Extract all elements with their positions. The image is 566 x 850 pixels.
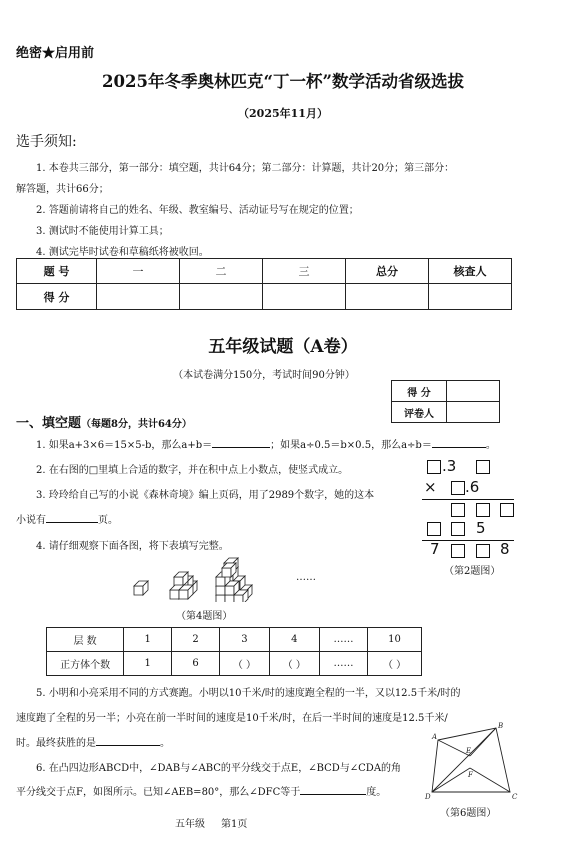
score-cell[interactable] [180,284,263,310]
digit-box[interactable] [476,503,490,517]
score-header: 总分 [345,259,428,284]
footer-grade: 五年级 [175,819,205,830]
question-5-line-1: 5. 小明和小亮采用不同的方式赛跑。小明以10千米/时的速度跑全程的一半，又以12.5千米/时的 [36,688,461,699]
score-header: 二 [180,259,263,284]
secret-label: 绝密★启用前 [16,46,95,61]
table-cell: 层 数 [47,628,124,652]
digit-box[interactable] [451,481,465,495]
table-cell: 10 [368,628,422,652]
table-cell: 6 [172,652,220,676]
answer-cell[interactable]: （ ） [269,652,319,676]
q6-part: 平分线交于点F，如图所示。已知∠AEB=80°，那么∠DFC等于 [16,787,301,798]
times-sign: × [424,478,437,496]
q1-part-b: ；如果a÷0.5＝b×0.5，那么a÷b＝ [270,440,432,451]
figure-2-puzzle [408,456,538,586]
puzzle-digit: 5 [476,519,486,537]
digit-box[interactable] [451,544,465,558]
figure-2-caption: （第2题图） [444,566,501,577]
answer-blank[interactable] [212,437,270,448]
notice-line-3: 3. 测试时不能使用计算工具； [36,226,169,237]
table-cell: …… [319,652,367,676]
question-6-line-1: 6. 在凸四边形ABCD中，∠DAB与∠ABC的平分线交于点E，∠BCD与∠CDA的角 [36,763,402,774]
footer-page: 第1页 [221,819,248,830]
digit-box[interactable] [451,522,465,536]
exam-title: 五年级试题（A卷） [208,337,358,357]
bisector-c [470,768,510,792]
question-2: 2. 在右图的□里填上合适的数字，并在积中点上小数点，使竖式成立。 [36,465,349,476]
q3-part-b: 小说有 [16,515,46,526]
cubes-ellipsis: …… [296,572,316,583]
question-6-line-2 [16,783,386,798]
page-title: 2025年冬季奥林匹克“丁一杯”数学活动省级选拔 [102,72,464,91]
grader-table [391,380,500,423]
q6-end: 度。 [366,787,387,798]
notice-line-1b: 解答题，共计66分； [16,184,109,195]
score-header: 三 [263,259,346,284]
score-cell[interactable] [97,284,180,310]
table-cell: 4 [269,628,319,652]
q5-end: 。 [160,738,170,749]
grader-row-label: 得 分 [392,381,447,402]
question-5-line-2: 速度跑了全程的另一半；小亮在前一半时间的速度是10千米/时，在后一半时间的速度是12.5千米/ [16,713,448,724]
score-header: 题 号 [17,259,97,284]
answer-blank[interactable] [46,512,98,523]
cube-count-table [46,627,422,676]
q5-part: 时。最终获胜的是 [16,738,96,749]
answer-blank[interactable] [96,735,160,746]
notice-line-4: 4. 测试完毕时试卷和草稿纸将被收回。 [36,247,209,258]
table-cell: 3 [219,628,269,652]
score-header: 核查人 [428,259,511,284]
quadrilateral-abcd [432,728,510,792]
table-cell: 2 [172,628,220,652]
diagonal [432,728,496,792]
score-row-label: 得 分 [17,284,97,310]
puzzle-digit: 8 [500,540,510,558]
score-cell[interactable] [428,284,511,310]
table-cell: 正方体个数 [47,652,124,676]
section-note: （每题8分，共计64分） [81,419,192,430]
table-cell: …… [319,628,367,652]
figure-6-caption: （第6题图） [440,808,497,819]
point-label-e: E [466,747,472,755]
figure-4-cubes [130,540,330,602]
notice-line-2: 2. 答题前请将自己的姓名、年级、教室编号、活动证号写在规定的位置； [36,205,359,216]
q1-end: 。 [485,440,496,451]
question-1 [36,436,496,451]
score-cell[interactable] [263,284,346,310]
notice-line-1a: 1. 本卷共三部分，第一部分：填空题，共计64分；第二部分：计算题，共计20分；第三部分： [36,163,455,174]
vertex-label-c: C [512,793,518,801]
section-title: 一、填空题 [16,416,82,431]
q1-part-a: 1. 如果a+3×6＝15×5-b，那么a+b＝ [36,440,213,451]
section-heading [16,412,192,431]
figure-4-caption: （第4题图） [176,611,233,622]
rule-line [422,499,514,500]
puzzle-digit: 7 [430,540,440,558]
score-cell[interactable] [345,284,428,310]
digit-box[interactable] [451,503,465,517]
digit-box[interactable] [476,460,490,474]
grader-name-cell[interactable] [447,402,500,423]
answer-cell[interactable]: （ ） [368,652,422,676]
page-footer [175,815,247,830]
puzzle-digit: .6 [465,478,480,496]
question-4: 4. 请仔细观察下面各图，将下表填写完整。 [36,541,229,552]
exam-subtitle: （本试卷满分150分，考试时间90分钟） [173,370,355,381]
point-label-f: F [468,771,473,779]
bisector-d [432,768,470,792]
grader-row-label: 评卷人 [392,402,447,423]
figure-6-quadrilateral [424,722,524,802]
table-cell: 1 [124,652,172,676]
answer-cell[interactable]: （ ） [219,652,269,676]
question-3-line-1: 3. 玲玲给自己写的小说《森林奇境》编上页码，用了2989个数字，她的这本 [36,490,375,501]
exam-date: （2025年11月） [238,107,328,120]
vertex-label-a: A [432,733,438,741]
score-header: 一 [97,259,180,284]
question-3-line-2 [16,511,118,526]
answer-blank[interactable] [432,437,486,448]
digit-box[interactable] [476,544,490,558]
vertex-label-b: B [498,722,504,730]
table-cell: 1 [124,628,172,652]
digit-box[interactable] [427,460,441,474]
notice-heading: 选手须知: [16,134,77,150]
vertex-label-d: D [425,793,431,801]
digit-box[interactable] [427,522,441,536]
question-5-line-3 [16,734,170,749]
grader-score-cell[interactable] [447,381,500,402]
puzzle-digit: .3 [442,457,457,475]
answer-blank[interactable] [300,784,366,795]
q3-end: 页。 [98,515,118,526]
digit-box[interactable] [500,503,514,517]
score-table [16,258,512,310]
cube-shape [134,581,148,595]
